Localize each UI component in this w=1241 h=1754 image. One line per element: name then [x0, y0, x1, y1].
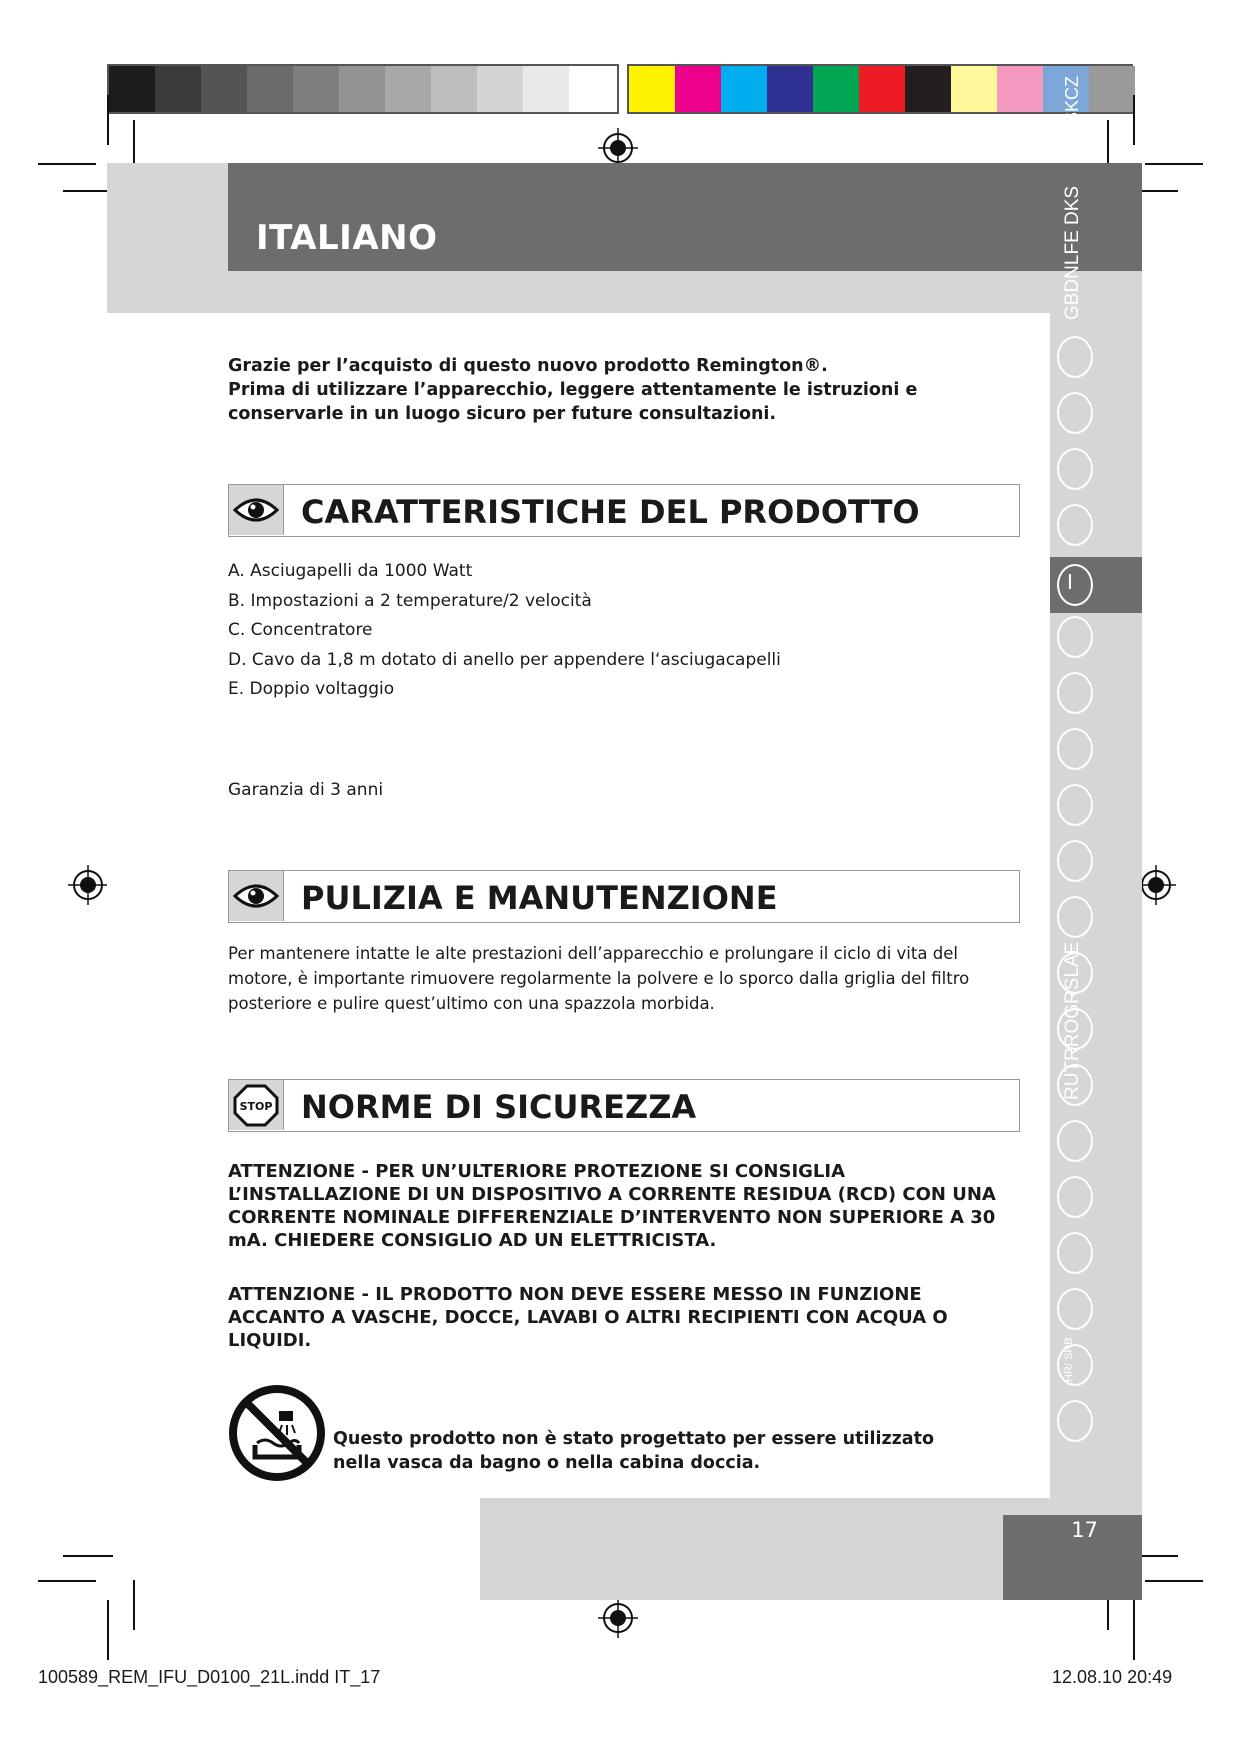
language-tab[interactable]	[1057, 448, 1093, 490]
language-tab[interactable]	[1057, 504, 1093, 546]
language-tab[interactable]	[1057, 1232, 1093, 1274]
color-swatch	[721, 66, 767, 112]
section-title-cleaning: PULIZIA E MANUTENZIONE	[301, 879, 778, 917]
language-tabs-mid-label: RUTRROGRSLAE	[1062, 941, 1083, 1100]
stop-icon	[229, 1080, 283, 1130]
language-tab[interactable]	[1057, 896, 1093, 938]
language-tab[interactable]	[1057, 840, 1093, 882]
warranty-text: Garanzia di 3 anni	[228, 780, 384, 800]
section-title-safety: NORME DI SICUREZZA	[301, 1088, 697, 1126]
list-item: C. Concentratore	[228, 620, 373, 640]
features-list	[228, 557, 781, 705]
language-tab[interactable]	[1057, 1288, 1093, 1330]
language-tabs-small-label: HR/ SRB	[1063, 1337, 1075, 1382]
list-item: B. Impostazioni a 2 temperature/2 velocità	[228, 590, 592, 611]
list-item: D. Cavo da 1,8 m dotato di anello per appendere l‘asciugacapelli	[228, 649, 781, 670]
intro-line-1: Grazie per l’acquisto di questo nuovo prodotto Remington®.	[228, 356, 828, 376]
stop-icon-box	[229, 1080, 284, 1130]
intro-line-2: Prima di utilizzare l’apparecchio, leggere attentamente le istruzioni e conservarle in un luogo sicuro per future consultazioni.	[228, 380, 918, 424]
color-swatch	[675, 66, 721, 112]
gray-swatch	[247, 66, 293, 112]
gray-swatch	[385, 66, 431, 112]
color-swatch	[951, 66, 997, 112]
language-tab[interactable]	[1057, 392, 1093, 434]
language-tabs-top-label: GBDNLFE DKS	[1062, 185, 1083, 320]
page-number: 17	[1071, 1518, 1098, 1542]
gray-swatch	[339, 66, 385, 112]
gray-swatch	[523, 66, 569, 112]
section-header-features	[228, 484, 1020, 537]
registration-mark-icon	[598, 128, 638, 168]
footer-file: 100589_REM_IFU_D0100_21L.indd IT_17	[38, 1667, 381, 1687]
list-item: A. Asciugapelli da 1000 Watt	[228, 561, 473, 581]
eye-icon	[229, 871, 283, 921]
color-swatch	[1089, 66, 1135, 112]
color-swatch	[997, 66, 1043, 112]
cleaning-text: Per mantenere intatte le alte prestazioni dell’apparecchio e prolungare il ciclo di vita del motore, è importante rimuovere regolarmente la polvere e lo sporco dalla griglia del filtro posteriore e pulire quest’ultimo con una spazzola morbida.	[228, 944, 970, 1013]
gray-swatch	[155, 66, 201, 112]
bath-note: Questo prodotto non è stato progettato per essere utilizzato nella vasca da bagno o nella cabina doccia.	[333, 1429, 935, 1473]
gray-swatch	[477, 66, 523, 112]
language-tab[interactable]	[1057, 1176, 1093, 1218]
color-swatch	[859, 66, 905, 112]
color-swatch	[905, 66, 951, 112]
section-header-cleaning	[228, 870, 1020, 923]
intro-text	[228, 354, 1028, 426]
registration-mark-icon	[68, 865, 108, 905]
language-tabs-top-extra: PSKCZ	[1062, 75, 1082, 136]
language-tab[interactable]	[1057, 672, 1093, 714]
language-tab-active[interactable]	[1050, 557, 1142, 613]
language-tab[interactable]	[1057, 616, 1093, 658]
color-swatch	[767, 66, 813, 112]
gray-swatch	[569, 66, 615, 112]
gray-swatch	[201, 66, 247, 112]
footer-date: 12.08.10 20:49	[1052, 1667, 1173, 1687]
section-header-safety	[228, 1079, 1020, 1132]
eye-icon-box	[229, 871, 284, 921]
warning-water: ATTENZIONE - IL PRODOTTO NON DEVE ESSERE MESSO IN FUNZIONE ACCANTO A VASCHE, DOCCE, LAVABI O ALTRI RECIPIENTI CON ACQUA O LIQUIDI.	[228, 1284, 948, 1351]
warning-rcd: ATTENZIONE - PER UN’ULTERIORE PROTEZIONE SI CONSIGLIA L’INSTALLAZIONE DI UN DISPOSITIVO A CORRENTE RESIDUA (RCD) CON UNA CORRENTE NOMINALE DIFFERENZIALE D’INTERVENTO NON SUPERIORE A 30 mA. CHIEDERE CONSIGLIO AD UN ELETTRICISTA.	[228, 1161, 996, 1251]
language-tab[interactable]	[1057, 1400, 1093, 1442]
language-tab-active-label: I	[1067, 570, 1073, 594]
no-bath-icon	[227, 1383, 327, 1483]
language-tab[interactable]	[1057, 728, 1093, 770]
gray-swatch	[293, 66, 339, 112]
color-swatch	[813, 66, 859, 112]
language-tab[interactable]	[1057, 784, 1093, 826]
list-item: E. Doppio voltaggio	[228, 679, 395, 699]
eye-icon	[229, 485, 283, 535]
registration-mark-icon	[598, 1598, 638, 1638]
language-tab[interactable]	[1057, 336, 1093, 378]
registration-mark-icon	[1136, 865, 1176, 905]
language-tab[interactable]	[1057, 1120, 1093, 1162]
section-title-features: CARATTERISTICHE DEL PRODOTTO	[301, 493, 920, 531]
color-swatch	[629, 66, 675, 112]
page-title: ITALIANO	[256, 218, 438, 258]
gray-swatch	[109, 66, 155, 112]
eye-icon-box	[229, 485, 284, 535]
stop-icon-label: STOP	[239, 1100, 273, 1113]
gray-swatch	[431, 66, 477, 112]
